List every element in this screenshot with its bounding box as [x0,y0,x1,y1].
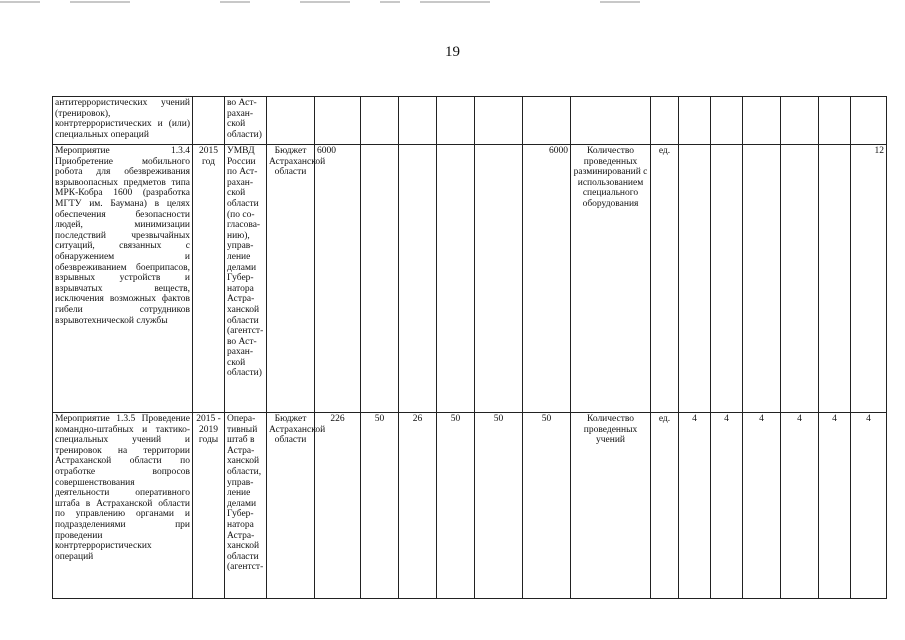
amount-2018 [475,97,523,145]
amount-2015 [361,145,399,413]
program-table [52,96,887,599]
amount-2017 [437,145,475,413]
indicator-value-4 [781,145,819,413]
amount-2015: 50 [361,413,399,599]
period: 2015 год [193,145,225,413]
amount-2019 [523,97,571,145]
unit [651,97,679,145]
indicator-value-5 [819,145,851,413]
funding-source: Бюджет Астраханской области [267,413,315,599]
total-amount: 6000 [315,145,361,413]
indicator [571,97,651,145]
amount-2015 [361,97,399,145]
executor: во Аст- рахан- ской области) [225,97,267,145]
activity-description: Мероприятие 1.3.4 Приобретение мобильного робота для обезвреживания взрывоопасных предметов типа МРК-Кобра 1600 (разработка МГТУ им. Баумана) в целях обеспечения безопасности людей, минимизации последствий чрезвычайных ситуаций, связанных с обнаружением и обезвреживанием боеприпасов, взрывных устройств и взрывчатых веществ, исключения возможных фактов гибели сотрудников взрывотехнической службы [53,145,193,413]
amount-2017 [437,97,475,145]
scan-header-remnant [0,0,905,6]
table-row [53,145,887,413]
table-row [53,97,887,145]
funding-source [267,97,315,145]
indicator-value-6 [851,97,887,145]
period: 2015 - 2019 годы [193,413,225,599]
unit: ед. [651,145,679,413]
indicator-value-5: 4 [819,413,851,599]
indicator-value-3: 4 [743,413,781,599]
unit: ед. [651,413,679,599]
indicator-value-4 [781,97,819,145]
activity-description: Мероприятие 1.3.5 Проведение командно-штабных и тактико-специальных учений и тренировок на территории Астраханской области по отработке вопросов совершенствования деятельности оперативного штаба в Астраханской области по управлению органами и подразделениями при проведении контртеррористических операций [53,413,193,599]
indicator: Количество проведенных учений [571,413,651,599]
indicator-value-1 [679,97,711,145]
amount-2018: 50 [475,413,523,599]
amount-2019: 50 [523,413,571,599]
indicator-value-5 [819,97,851,145]
total-amount [315,97,361,145]
indicator-value-1: 4 [679,413,711,599]
total-amount: 226 [315,413,361,599]
amount-2017: 50 [437,413,475,599]
funding-source: Бюджет Астраханской области [267,145,315,413]
indicator-value-2 [711,145,743,413]
amount-2016: 26 [399,413,437,599]
indicator-value-4: 4 [781,413,819,599]
activity-description: антитеррористических учений (тренировок), контртеррористических и (или) специальных операций [53,97,193,145]
amount-2016 [399,145,437,413]
indicator-value-6: 12 [851,145,887,413]
amount-2016 [399,97,437,145]
period [193,97,225,145]
amount-2019: 6000 [523,145,571,413]
amount-2018 [475,145,523,413]
indicator-value-1 [679,145,711,413]
indicator-value-6: 4 [851,413,887,599]
indicator-value-2: 4 [711,413,743,599]
indicator-value-2 [711,97,743,145]
page-number: 19 [445,44,460,60]
executor: УМВД России по Аст- рахан- ской области (по со- гласова- нию), управ- ление делами Губер- натора Астра- ханской области (агентст- во Аст- рахан- ской области) [225,145,267,413]
indicator: Количество проведенных разминирований с использованием специального оборудования [571,145,651,413]
indicator-value-3 [743,145,781,413]
indicator-value-3 [743,97,781,145]
table-row [53,413,887,599]
executor: Опера- тивный штаб в Астра- ханской области, управ- ление делами Губер- натора Астра- ханской области (агентст- [225,413,267,599]
